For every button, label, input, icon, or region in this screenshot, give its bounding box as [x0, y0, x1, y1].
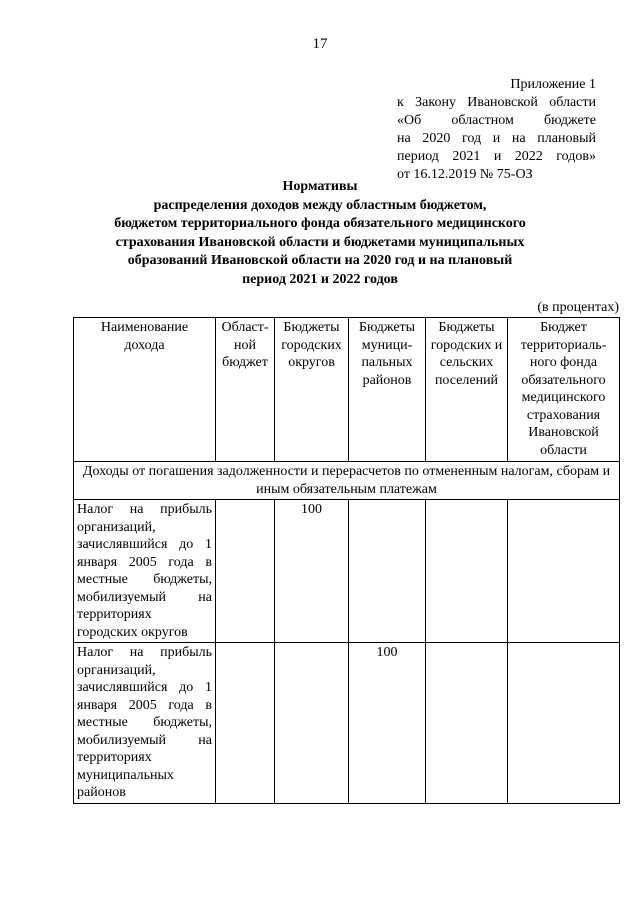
value-cell: [216, 643, 275, 804]
table-header-row: [74, 318, 620, 462]
header-medical-fund: Бюджет территориаль-ного фонда обязательного медицинского страхования Ивановской области: [508, 318, 620, 462]
header-settlements: Бюджеты городских и сельских поселений: [426, 318, 508, 462]
title-line: период 2021 и 2022 годов: [242, 271, 398, 287]
income-name-cell: Налог на прибыль организаций, зачислявшийся до 1 января 2005 года в местные бюджеты, мобилизуемый на территориях городских округов: [74, 500, 216, 643]
value-cell: [508, 500, 620, 643]
page-number: 17: [312, 36, 328, 52]
title-line: Нормативы: [282, 179, 358, 194]
title-line: образований Ивановской области на 2020 год и на плановый: [127, 253, 513, 268]
annex-line: к Закону Ивановской области: [397, 95, 596, 110]
header-regional-budget: Област-ной бюджет: [216, 318, 275, 462]
header-city-districts: Бюджеты городских округов: [275, 318, 349, 462]
annex-line: «Об областном бюджете: [397, 113, 596, 128]
value-cell: [426, 643, 508, 804]
value-cell: [508, 643, 620, 804]
value-cell: 100: [349, 643, 426, 804]
norms-table: [73, 317, 620, 804]
section-title: Доходы от погашения задолженности и перерасчетов по отмененным налогам, сборам и иным обязательным платежам: [74, 462, 620, 500]
title-line: бюджетом территориального фонда обязательного медицинского: [114, 216, 526, 231]
section-row: [74, 462, 620, 500]
income-name-cell: Налог на прибыль организаций, зачислявшийся до 1 января 2005 года в местные бюджеты, мобилизуемый на территориях муниципальных районов: [74, 643, 216, 804]
value-cell: [275, 643, 349, 804]
value-cell: 100: [275, 500, 349, 643]
document-title: [60, 178, 580, 289]
header-income-name: Наименование дохода: [74, 318, 216, 462]
title-line: страхования Ивановской области и бюджетами муниципальных: [115, 234, 525, 250]
annex-line: от 16.12.2019 № 75-ОЗ: [397, 167, 533, 182]
annex-line: период 2021 и 2022 годов»: [397, 149, 596, 164]
title-line: распределения доходов между областным бюджетом,: [153, 197, 487, 213]
table-row: [74, 643, 620, 804]
value-cell: [349, 500, 426, 643]
value-cell: [426, 500, 508, 643]
value-cell: [216, 500, 275, 643]
annex-line: Приложение 1: [510, 77, 596, 92]
table-row: [74, 500, 620, 643]
annex-line: на 2020 год и на плановый: [397, 131, 596, 146]
annex-block: [397, 76, 596, 184]
units-label: (в процентах): [537, 300, 619, 315]
header-municipal-districts: Бюджеты муници-пальных районов: [349, 318, 426, 462]
